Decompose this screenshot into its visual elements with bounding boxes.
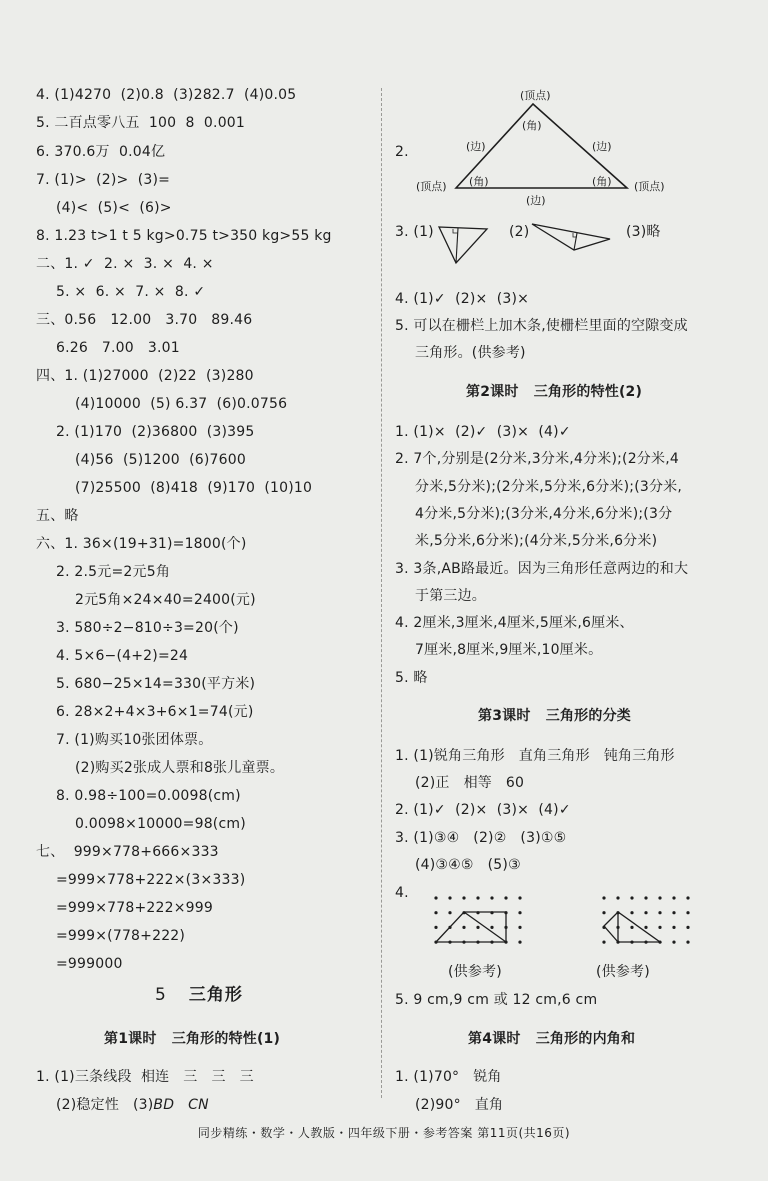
answer-line: (4)③④⑤ (5)③ [415, 857, 521, 873]
grid-dot [644, 896, 647, 899]
question-label: 4. [395, 885, 409, 901]
dot-grid-figure-right [594, 890, 694, 954]
answer-line: 2. 7个,分别是(2分米,3分米,4分米);(2分米,4 [395, 451, 679, 467]
answer-line: 1. (1)× (2)✓ (3)× (4)✓ [395, 424, 571, 440]
grid-dot [518, 941, 521, 944]
chapter-number: 5 [155, 985, 167, 1005]
edge-label: (边) [466, 140, 486, 153]
grid-dot [658, 911, 661, 914]
answer-line: =999×778+222×(3×333) [56, 872, 246, 888]
grid-dot [490, 896, 493, 899]
grid-dot [462, 896, 465, 899]
answer-line: 5. 可以在栅栏上加木条,使栅栏里面的空隙变成 [395, 318, 688, 334]
angle-label: (角) [592, 175, 612, 188]
vertex-label: (顶点) [416, 180, 447, 193]
grid-dot [602, 941, 605, 944]
grid-dot [490, 926, 493, 929]
answer-line [56, 1096, 209, 1114]
grid-dot [672, 926, 675, 929]
grid-dot [658, 896, 661, 899]
section-four-line: 四、1. (1)27000 (2)22 (3)280 [36, 368, 254, 384]
answer-line: (7)25500 (8)418 (9)170 (10)10 [75, 480, 313, 496]
vertex-label: (顶点) [520, 89, 551, 102]
answer-line: (4)10000 (5) 6.37 (6)0.0756 [75, 396, 288, 412]
answer-line: 2. 2.5元=2元5角 [56, 564, 171, 580]
answer-line: 分米,5分米);(2分米,5分米,6分米);(3分米, [415, 479, 683, 495]
answer-line: 米,5分米,6分米);(4分米,5分米,6分米) [415, 533, 658, 549]
dot-grid-figure-left [426, 890, 526, 954]
answer-line: 3. 580÷2−810÷3=20(个) [56, 620, 239, 636]
height-figure-2 [530, 222, 612, 252]
angle-label: (角) [469, 175, 489, 188]
figure-caption: (供参考) [448, 964, 502, 980]
grid-dot [630, 926, 633, 929]
answer-line: =999×(778+222) [56, 928, 186, 944]
answer-line: =999×778+222×999 [56, 900, 214, 916]
answer-line: 三角形。(供参考) [415, 345, 526, 361]
grid-dot [686, 941, 689, 944]
answer-line: 8. 1.23 t>1 t 5 kg>0.75 t>350 kg>55 kg [36, 228, 332, 244]
answer-line: 1. (1)三条线段 相连 三 三 三 [36, 1069, 254, 1085]
height-figure-1 [437, 225, 492, 267]
answer-line: 4. 5×6−(4+2)=24 [56, 648, 189, 664]
grid-dot [672, 896, 675, 899]
grid-dot [602, 911, 605, 914]
grid-dot [476, 896, 479, 899]
section-two-line: 二、1. ✓ 2. × 3. × 4. × [36, 256, 214, 272]
answer-line: (2)正 相等 60 [415, 775, 525, 791]
answer-line: (4)56 (5)1200 (6)7600 [75, 452, 246, 468]
column-divider [381, 88, 382, 1098]
figure-caption: (供参考) [596, 964, 650, 980]
grid-dot [602, 896, 605, 899]
triangle-parts-figure [412, 86, 672, 208]
grid-dot [672, 911, 675, 914]
answer-line: 2. (1)170 (2)36800 (3)395 [56, 424, 255, 440]
answer-line: 4. (1)✓ (2)× (3)× [395, 291, 530, 307]
grid-dot [658, 926, 661, 929]
grid-dot [434, 911, 437, 914]
answer-line: 7. (1)> (2)> (3)= [36, 172, 171, 188]
grid-dot [434, 896, 437, 899]
section-seven-line: 七、 999×778+666×333 [36, 844, 219, 860]
answer-line: 于第三边。 [415, 588, 486, 604]
answer-line: 3. (1)③④ (2)② (3)①⑤ [395, 830, 567, 846]
answer-line: 4. (1)4270 (2)0.8 (3)282.7 (4)0.05 [36, 87, 297, 103]
answer-line: 6. 28×2+4×3+6×1=74(元) [56, 704, 254, 720]
grid-dot [518, 926, 521, 929]
lesson-4-title: 第4课时 三角形的内角和 [468, 1031, 636, 1047]
grid-dot [616, 896, 619, 899]
answer-line: 6.26 7.00 3.01 [56, 340, 180, 356]
lesson-1-title: 第1课时 三角形的特性(1) [104, 1031, 281, 1047]
grid-dot [434, 926, 437, 929]
section-three-line: 三、0.56 12.00 3.70 89.46 [36, 312, 253, 328]
grid-dot [504, 896, 507, 899]
answer-line: 1. (1)锐角三角形 直角三角形 钝角三角形 [395, 748, 675, 764]
section-five-line: 五、略 [36, 508, 79, 524]
answer-line: 5. 略 [395, 670, 428, 686]
grid-dot [448, 896, 451, 899]
grid-dot [518, 911, 521, 914]
answer-line: 5. 680−25×14=330(平方米) [56, 676, 256, 692]
grid-dot [630, 911, 633, 914]
segment-names: BD CN [153, 1097, 209, 1113]
answer-line: 7. (1)购买10张团体票。 [56, 732, 213, 748]
page-footer: 同步精练・数学・人教版・四年级下册・参考答案 第11页(共16页) [197, 1126, 571, 1140]
chapter-title [155, 986, 243, 1004]
chapter-name: 三角形 [188, 985, 243, 1005]
answer-text: (2)稳定性 (3) [56, 1097, 154, 1113]
answer-line: 6. 370.6万 0.04亿 [36, 144, 166, 160]
answer-line: 0.0098×10000=98(cm) [75, 816, 246, 832]
answer-line: 2. (1)✓ (2)× (3)× (4)✓ [395, 802, 571, 818]
answer-line: (2)90° 直角 [415, 1097, 504, 1113]
answer-line: (4)< (5)< (6)> [56, 200, 172, 216]
grid-dot [644, 911, 647, 914]
answer-line: 8. 0.98÷100=0.0098(cm) [56, 788, 241, 804]
question-label: (2) [509, 224, 530, 240]
question-label: 2. [395, 144, 409, 160]
answer-line: 5. 9 cm,9 cm 或 12 cm,6 cm [395, 992, 598, 1008]
question-label: 3. (1) [395, 224, 434, 240]
section-six-line: 六、1. 36×(19+31)=1800(个) [36, 536, 247, 552]
answer-line: 7厘米,8厘米,9厘米,10厘米。 [415, 642, 603, 658]
answer-line: 3. 3条,AB路最近。因为三角形任意两边的和大 [395, 561, 689, 577]
grid-dot [630, 896, 633, 899]
grid-dot [686, 911, 689, 914]
answer-line: 5. × 6. × 7. × 8. ✓ [56, 284, 206, 300]
grid-dot [686, 926, 689, 929]
grid-dot [644, 926, 647, 929]
edge-label: (边) [526, 194, 546, 207]
answer-line: 5. 二百点零八五 100 8 0.001 [36, 115, 246, 131]
grid-dot [518, 896, 521, 899]
answer-line: (3)略 [626, 224, 661, 240]
angle-label: (角) [522, 119, 542, 132]
lesson-2-title: 第2课时 三角形的特性(2) [466, 384, 643, 400]
grid-dot [686, 896, 689, 899]
answer-line: 4分米,5分米);(3分米,4分米,6分米);(3分 [415, 506, 673, 522]
answer-line: =999000 [56, 956, 123, 972]
answer-line: (2)购买2张成人票和8张儿童票。 [75, 760, 285, 776]
answer-line: 4. 2厘米,3厘米,4厘米,5厘米,6厘米、 [395, 615, 634, 631]
grid-dot [476, 926, 479, 929]
answer-line: 2元5角×24×40=2400(元) [75, 592, 256, 608]
grid-dot [462, 926, 465, 929]
lesson-3-title: 第3课时 三角形的分类 [478, 708, 631, 724]
grid-dot [672, 941, 675, 944]
edge-label: (边) [592, 140, 612, 153]
vertex-label: (顶点) [634, 180, 665, 193]
answer-line: 1. (1)70° 锐角 [395, 1069, 502, 1085]
grid-dot [448, 911, 451, 914]
